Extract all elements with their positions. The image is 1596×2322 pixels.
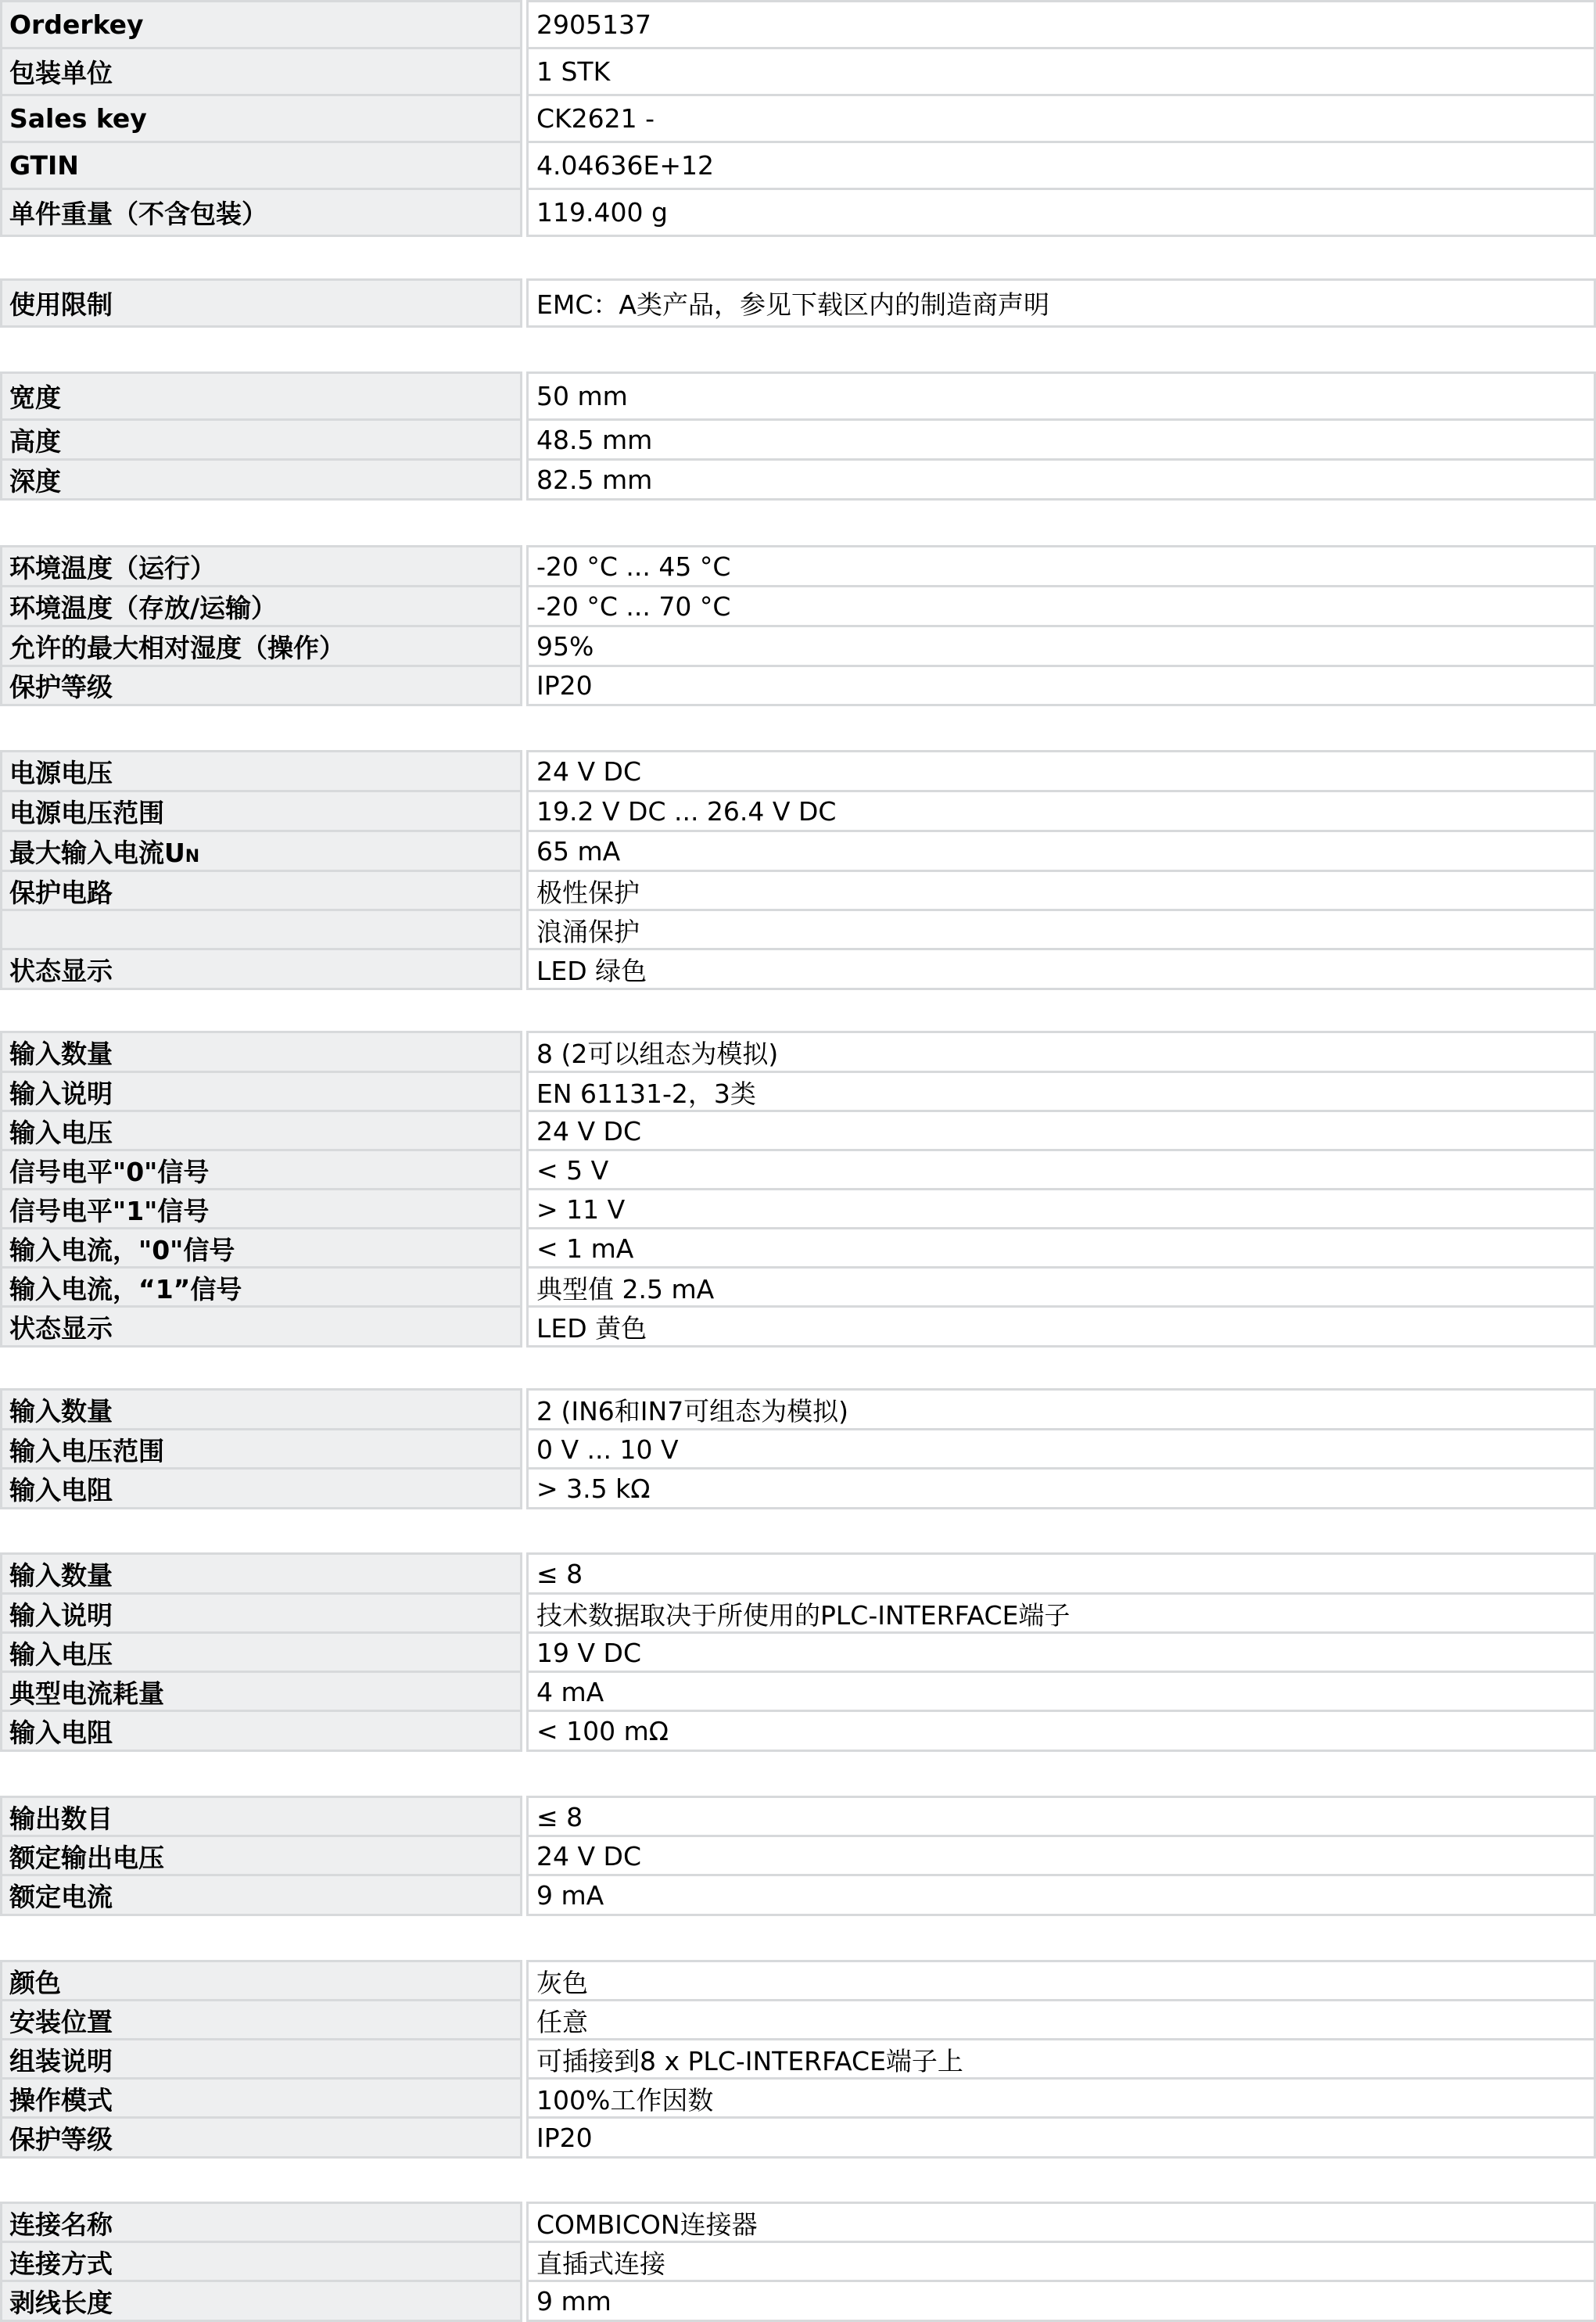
spec-row bbox=[0, 1552, 1596, 1595]
spec-value: 2905137 bbox=[526, 0, 1596, 49]
spec-row bbox=[0, 1071, 1596, 1113]
spec-value: EMC：A类产品，参见下载区内的制造商声明 bbox=[526, 278, 1596, 328]
spec-value: > 11 V bbox=[526, 1188, 1596, 1230]
spec-row bbox=[0, 948, 1596, 990]
spec-row bbox=[0, 665, 1596, 706]
spec-value: 8 (2可以组态为模拟) bbox=[526, 1031, 1596, 1073]
spec-value: -20 °C ... 45 °C bbox=[526, 545, 1596, 587]
spec-row bbox=[0, 830, 1596, 872]
spec-row bbox=[0, 585, 1596, 627]
spec-label: 输入电压范围 bbox=[0, 1428, 522, 1470]
spec-row bbox=[0, 1467, 1596, 1509]
spec-row bbox=[0, 545, 1596, 587]
spec-label: Orderkey bbox=[0, 0, 522, 49]
spec-row bbox=[0, 458, 1596, 501]
spec-label bbox=[0, 909, 522, 951]
spec-label: 输入说明 bbox=[0, 1071, 522, 1113]
spec-label: 信号电平"1"信号 bbox=[0, 1188, 522, 1230]
spec-label: 输入电压 bbox=[0, 1631, 522, 1674]
spec-value: > 3.5 kΩ bbox=[526, 1467, 1596, 1509]
spec-label: 电源电压 bbox=[0, 750, 522, 792]
spec-row bbox=[0, 2202, 1596, 2244]
spec-row bbox=[0, 625, 1596, 667]
spec-label-text: 最大输入电流U bbox=[9, 837, 185, 868]
spec-value: 24 V DC bbox=[526, 1835, 1596, 1877]
spec-label: 环境温度（运行） bbox=[0, 545, 522, 587]
spec-row bbox=[0, 2241, 1596, 2283]
spec-label: 输入电阻 bbox=[0, 1467, 522, 1509]
spec-value: COMBICON连接器 bbox=[526, 2202, 1596, 2244]
spec-value: 119.400 g bbox=[526, 188, 1596, 237]
spec-label: 深度 bbox=[0, 458, 522, 501]
spec-label: 输入电流，"0"信号 bbox=[0, 1227, 522, 1269]
spec-value: 100%工作因数 bbox=[526, 2077, 1596, 2119]
spec-label: 保护等级 bbox=[0, 665, 522, 706]
spec-row bbox=[0, 2038, 1596, 2080]
spec-value: < 5 V bbox=[526, 1149, 1596, 1191]
spec-label: 保护等级 bbox=[0, 2116, 522, 2159]
spec-value: 48.5 mm bbox=[526, 418, 1596, 461]
spec-row bbox=[0, 1796, 1596, 1838]
spec-row bbox=[0, 418, 1596, 461]
spec-value: < 100 mΩ bbox=[526, 1710, 1596, 1752]
spec-value: LED 黄色 bbox=[526, 1305, 1596, 1348]
spec-value: 2 (IN6和IN7可组态为模拟) bbox=[526, 1388, 1596, 1430]
spec-label: Sales key bbox=[0, 94, 522, 143]
spec-row bbox=[0, 1149, 1596, 1191]
spec-row bbox=[0, 1266, 1596, 1308]
spec-value: 24 V DC bbox=[526, 750, 1596, 792]
spec-label: 包装单位 bbox=[0, 47, 522, 96]
spec-label: 使用限制 bbox=[0, 278, 522, 328]
spec-row bbox=[0, 188, 1596, 237]
spec-label: 输入说明 bbox=[0, 1592, 522, 1635]
spec-row bbox=[0, 141, 1596, 190]
spec-row bbox=[0, 2116, 1596, 2159]
spec-label: GTIN bbox=[0, 141, 522, 190]
spec-label: 输入电流，“1”信号 bbox=[0, 1266, 522, 1308]
spec-value: 灰色 bbox=[526, 1960, 1596, 2002]
spec-value: ≤ 8 bbox=[526, 1796, 1596, 1838]
spec-label: 输入数量 bbox=[0, 1031, 522, 1073]
spec-row bbox=[0, 1305, 1596, 1348]
spec-value: 82.5 mm bbox=[526, 458, 1596, 501]
spec-label: 宽度 bbox=[0, 371, 522, 421]
spec-label: 允许的最大相对湿度（操作） bbox=[0, 625, 522, 667]
spec-value: IP20 bbox=[526, 665, 1596, 706]
spec-label: 电源电压范围 bbox=[0, 790, 522, 832]
spec-value: 可插接到8 x PLC-INTERFACE端子上 bbox=[526, 2038, 1596, 2080]
spec-label: 输出数目 bbox=[0, 1796, 522, 1838]
spec-row bbox=[0, 2280, 1596, 2322]
spec-row bbox=[0, 1835, 1596, 1877]
spec-label bbox=[0, 830, 522, 872]
spec-row bbox=[0, 1710, 1596, 1752]
spec-row bbox=[0, 1592, 1596, 1635]
spec-label: 高度 bbox=[0, 418, 522, 461]
spec-row bbox=[0, 909, 1596, 951]
spec-label: 颜色 bbox=[0, 1960, 522, 2002]
spec-label: 操作模式 bbox=[0, 2077, 522, 2119]
spec-row bbox=[0, 870, 1596, 912]
spec-row bbox=[0, 1110, 1596, 1152]
spec-row bbox=[0, 750, 1596, 792]
spec-row bbox=[0, 1227, 1596, 1269]
spec-row bbox=[0, 47, 1596, 96]
spec-row bbox=[0, 278, 1596, 328]
spec-row bbox=[0, 371, 1596, 421]
spec-value: EN 61131-2，3类 bbox=[526, 1071, 1596, 1113]
spec-value: 浪涌保护 bbox=[526, 909, 1596, 951]
spec-label: 状态显示 bbox=[0, 1305, 522, 1348]
spec-value: 9 mA bbox=[526, 1874, 1596, 1916]
spec-label: 安装位置 bbox=[0, 1999, 522, 2041]
spec-label: 典型电流耗量 bbox=[0, 1671, 522, 1713]
spec-label: 连接方式 bbox=[0, 2241, 522, 2283]
spec-value: 9 mm bbox=[526, 2280, 1596, 2322]
spec-row bbox=[0, 1874, 1596, 1916]
spec-label: 剥线长度 bbox=[0, 2280, 522, 2322]
spec-row bbox=[0, 1631, 1596, 1674]
spec-label: 额定输出电压 bbox=[0, 1835, 522, 1877]
spec-label: 输入电压 bbox=[0, 1110, 522, 1152]
spec-value: 95% bbox=[526, 625, 1596, 667]
spec-label: 输入数量 bbox=[0, 1388, 522, 1430]
spec-value: 1 STK bbox=[526, 47, 1596, 96]
spec-row bbox=[0, 790, 1596, 832]
spec-row bbox=[0, 1031, 1596, 1073]
spec-value: 4.04636E+12 bbox=[526, 141, 1596, 190]
spec-value: 0 V ... 10 V bbox=[526, 1428, 1596, 1470]
spec-label: 单件重量（不含包装） bbox=[0, 188, 522, 237]
spec-row bbox=[0, 1671, 1596, 1713]
spec-value: 19 V DC bbox=[526, 1631, 1596, 1674]
spec-row bbox=[0, 1188, 1596, 1230]
spec-value: ≤ 8 bbox=[526, 1552, 1596, 1595]
spec-value: 19.2 V DC ... 26.4 V DC bbox=[526, 790, 1596, 832]
spec-row bbox=[0, 2077, 1596, 2119]
spec-value: CK2621 - bbox=[526, 94, 1596, 143]
spec-label-subscript: N bbox=[185, 846, 200, 867]
spec-value: 极性保护 bbox=[526, 870, 1596, 912]
spec-row bbox=[0, 1388, 1596, 1430]
spec-value: 50 mm bbox=[526, 371, 1596, 421]
spec-label: 保护电路 bbox=[0, 870, 522, 912]
spec-value: LED 绿色 bbox=[526, 948, 1596, 990]
spec-value: -20 °C ... 70 °C bbox=[526, 585, 1596, 627]
spec-label: 环境温度（存放/运输） bbox=[0, 585, 522, 627]
spec-value: 技术数据取决于所使用的PLC-INTERFACE端子 bbox=[526, 1592, 1596, 1635]
spec-value: 典型值 2.5 mA bbox=[526, 1266, 1596, 1308]
spec-label: 输入数量 bbox=[0, 1552, 522, 1595]
spec-value: < 1 mA bbox=[526, 1227, 1596, 1269]
spec-value: IP20 bbox=[526, 2116, 1596, 2159]
spec-label: 额定电流 bbox=[0, 1874, 522, 1916]
spec-label: 信号电平"0"信号 bbox=[0, 1149, 522, 1191]
spec-label: 状态显示 bbox=[0, 948, 522, 990]
spec-value: 4 mA bbox=[526, 1671, 1596, 1713]
spec-value: 直插式连接 bbox=[526, 2241, 1596, 2283]
spec-label: 输入电阻 bbox=[0, 1710, 522, 1752]
spec-row bbox=[0, 1960, 1596, 2002]
spec-row bbox=[0, 1428, 1596, 1470]
spec-value: 65 mA bbox=[526, 830, 1596, 872]
spec-value: 任意 bbox=[526, 1999, 1596, 2041]
spec-label: 连接名称 bbox=[0, 2202, 522, 2244]
spec-row bbox=[0, 1999, 1596, 2041]
spec-value: 24 V DC bbox=[526, 1110, 1596, 1152]
spec-row bbox=[0, 0, 1596, 49]
spec-label: 组装说明 bbox=[0, 2038, 522, 2080]
spec-row bbox=[0, 94, 1596, 143]
